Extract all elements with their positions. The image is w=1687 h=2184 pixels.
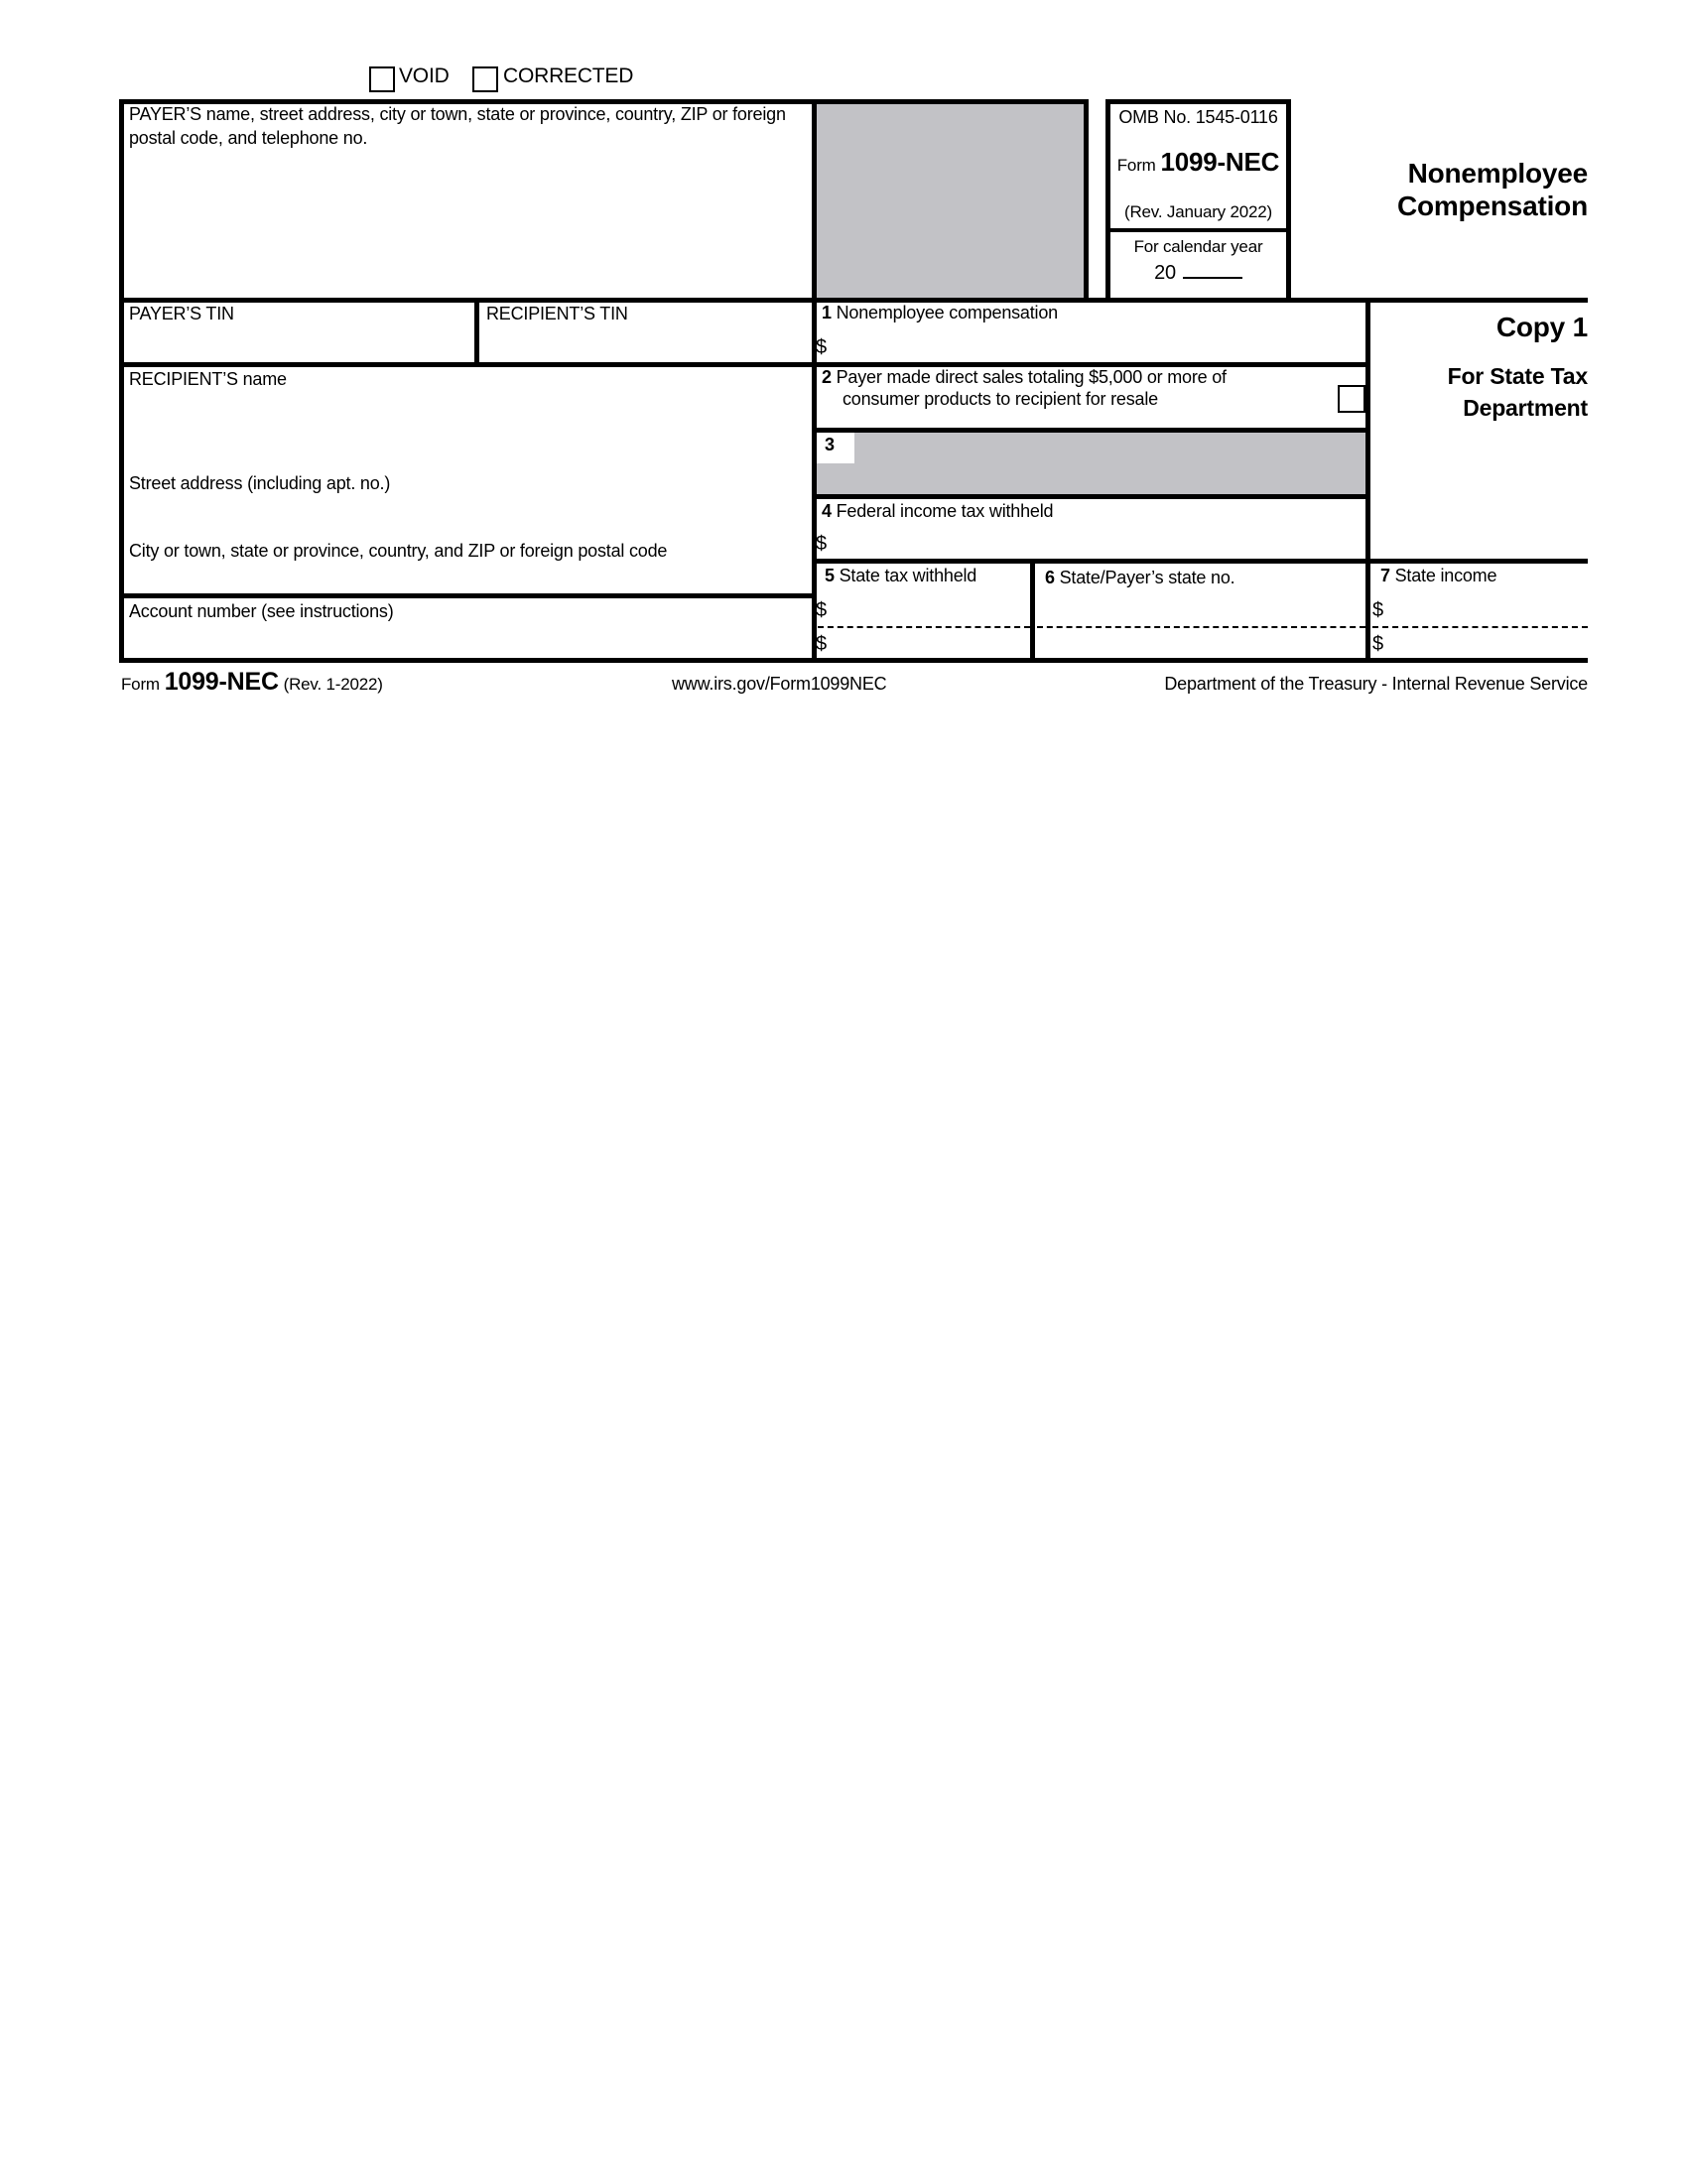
border-box3-bottom [812,494,1370,499]
form-title-line1: Nonemployee [1407,158,1588,189]
payer-info-label: PAYER’S name, street address, city or town, state or province, country, ZIP or foreign postal code, and telephone no. [129,104,786,148]
border-shade-right [1084,99,1089,303]
border-bottom [119,658,1588,663]
city-state-zip-label: City or town, state or province, country, and ZIP or foreign postal code [129,541,668,561]
box4-label: 4 Federal income tax withheld [822,501,1054,521]
payer-tin-input[interactable] [127,327,469,359]
footer-form-revision: (Rev. 1-2022) [283,675,383,694]
border-state-divider [1030,559,1035,663]
dashed-line-box5 [818,626,1030,628]
form-number: 1099-NEC [1160,147,1280,177]
box1-number: 1 [822,303,832,322]
footer-irs-url: www.irs.gov/Form1099NEC [672,674,887,694]
payer-info-input-area[interactable] [124,151,809,295]
void-checkbox[interactable] [369,66,395,92]
box5-dollar-sign-2: $ [816,633,827,655]
box3-number-chip [817,431,854,463]
border-account-top [119,593,817,598]
calendar-year-label: For calendar year [1133,237,1263,256]
calendar-year-prefix: 20 [1154,262,1176,284]
box4-dollar-sign: $ [816,533,827,555]
shaded-box-3 [817,431,1367,496]
border-copy-column [1365,298,1370,663]
copy-recipient-line2: Department [1463,395,1588,421]
box7-label: 7 State income [1380,566,1497,585]
void-label: VOID [399,64,450,87]
form-title [1300,157,1588,222]
border-tin-divider [474,298,479,367]
copy-label: Copy 1 [1495,312,1588,342]
form-revision: (Rev. January 2022) [1124,202,1272,221]
box2-number: 2 [822,367,832,387]
form-word: Form [1116,156,1156,175]
box4-amount-input[interactable] [836,529,1362,557]
copy-recipient-block [1369,360,1588,424]
box2-label: 2 Payer made direct sales totaling $5,000 or more of consumer products to recipient for resale [822,367,1227,409]
corrected-checkbox[interactable] [472,66,498,92]
box2-checkbox[interactable] [1338,385,1365,413]
box5-amount-input-2[interactable] [836,631,1029,656]
form-title-line2: Compensation [1396,191,1588,221]
dashed-line-box7 [1372,626,1588,628]
box7-dollar-sign-1: $ [1372,599,1383,621]
street-address-input[interactable] [127,498,807,538]
border-middle-column [812,99,817,663]
box5-amount-input-1[interactable] [836,595,1029,623]
recipient-tin-label: RECIPIENT’S TIN [486,304,628,323]
box5-dollar-sign-1: $ [816,599,827,621]
box7-dollar-sign-2: $ [1372,633,1383,655]
box1-amount-input[interactable] [836,332,1362,360]
footer-form-number: 1099-NEC [164,668,279,696]
omb-number: OMB No. 1545-0116 [1118,107,1278,127]
account-number-label: Account number (see instructions) [129,601,394,621]
box5-label: 5 State tax withheld [825,566,977,585]
border-omb-divider [1105,228,1291,232]
box4-number: 4 [822,501,832,521]
box1-label: 1 Nonemployee compensation [822,303,1058,322]
dashed-line-box6 [1037,626,1365,628]
border-omb-top [1105,99,1291,104]
corrected-label: CORRECTED [503,64,634,87]
footer-form-line [121,667,383,697]
calendar-year-line [1110,260,1286,285]
border-box2-bottom [812,428,1370,433]
footer-form-word: Form [121,675,160,694]
box5-number: 5 [825,566,835,585]
border-omb-right [1286,99,1291,303]
shaded-box-top [817,102,1087,300]
box6-state-input-2[interactable] [1040,631,1363,656]
box3-number: 3 [825,435,835,454]
box6-number: 6 [1045,568,1055,587]
recipient-tin-input[interactable] [484,327,807,359]
border-box4-bottom [812,559,1588,564]
box1-dollar-sign: $ [816,336,827,358]
payer-tin-label: PAYER’S TIN [129,304,234,323]
calendar-year-blank[interactable] [1183,260,1242,279]
account-number-input[interactable] [127,625,807,655]
box7-amount-input-1[interactable] [1392,595,1586,623]
recipient-name-input[interactable] [127,395,807,469]
city-state-zip-input[interactable] [127,566,807,591]
box6-state-input-1[interactable] [1040,595,1363,623]
box7-amount-input-2[interactable] [1392,631,1586,656]
form-number-header [1110,147,1286,178]
recipient-name-label: RECIPIENT’S name [129,369,287,389]
box6-label: 6 State/Payer’s state no. [1045,568,1235,587]
copy-recipient-line1: For State Tax [1447,363,1588,389]
footer-department: Department of the Treasury - Internal Revenue Service [1164,674,1588,694]
street-address-label: Street address (including apt. no.) [129,473,391,493]
box7-number: 7 [1380,566,1390,585]
